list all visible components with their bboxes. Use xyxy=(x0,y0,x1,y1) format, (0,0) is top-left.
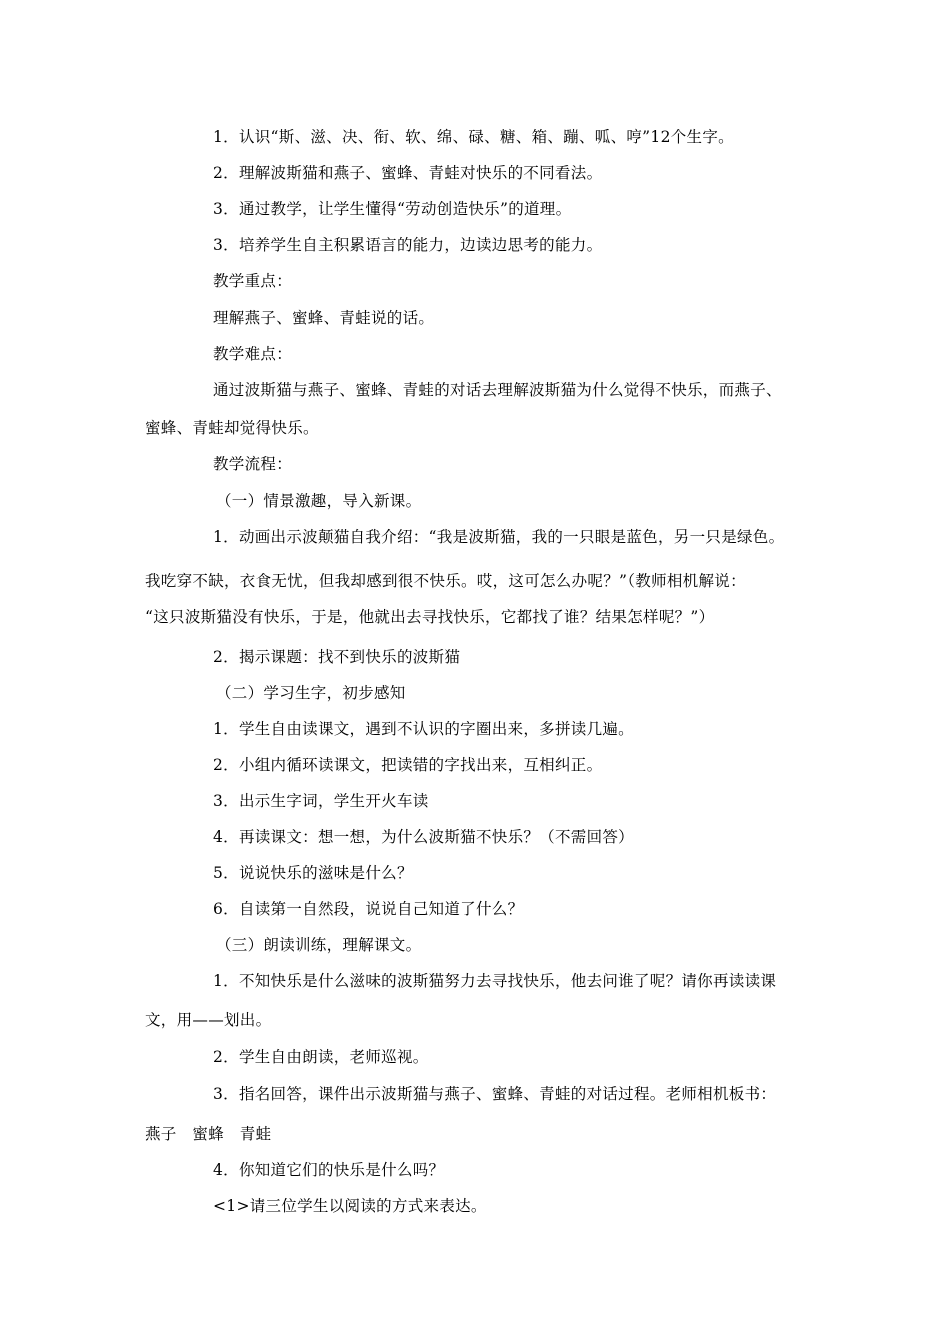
step-3-4-sub-1: <1>请三位学生以阅读的方式来表达。 xyxy=(213,1197,487,1215)
step-3-4: 4．你知道它们的快乐是什么吗？ xyxy=(213,1161,445,1179)
step-2-1: 1．学生自由读课文，遇到不认识的字圈出来，多拼读几遍。 xyxy=(213,720,634,738)
section-2-heading: （二）学习生字，初步感知 xyxy=(216,684,406,702)
step-2-3: 3．出示生字词，学生开火车读 xyxy=(213,792,429,810)
section-3-heading: （三）朗读训练，理解课文。 xyxy=(216,936,422,954)
step-1-1-line-1: 1．动画出示波颠猫自我介绍：“我是波斯猫，我的一只眼是蓝色，另一只是绿色。 xyxy=(213,528,785,546)
objective-1: 1．认识“斯、滋、决、衔、软、绵、碌、糖、箱、蹦、呱、哼”12个生字。 xyxy=(213,128,734,146)
step-1-2: 2．揭示课题：找不到快乐的波斯猫 xyxy=(213,648,461,666)
step-3-3: 3．指名回答，课件出示波斯猫与燕子、蜜蜂、青蛙的对话过程。老师相机板书： xyxy=(213,1085,777,1103)
difficulties-text-line-1: 通过波斯猫与燕子、蜜蜂、青蛙的对话去理解波斯猫为什么觉得不快乐，而燕子、 xyxy=(213,381,782,399)
process-heading: 教学流程： xyxy=(213,455,293,473)
key-points-heading: 教学重点： xyxy=(213,272,293,290)
objective-2: 2．理解波斯猫和燕子、蜜蜂、青蛙对快乐的不同看法。 xyxy=(213,164,603,182)
step-2-6: 6．自读第一自然段，说说自己知道了什么？ xyxy=(213,900,524,918)
step-1-1-line-3: “这只波斯猫没有快乐，于是，他就出去寻找快乐，它都找了谁？结果怎样呢？”） xyxy=(145,608,715,626)
objective-3: 3．通过教学，让学生懂得“劳动创造快乐”的道理。 xyxy=(213,200,572,218)
step-3-1-line-1: 1．不知快乐是什么滋味的波斯猫努力去寻找快乐，他去问谁了呢？请你再读读课 xyxy=(213,972,777,990)
blackboard-words: 燕子 蜜蜂 青蛙 xyxy=(145,1125,272,1143)
step-1-1-line-2: 我吃穿不缺，衣食无忧，但我却感到很不快乐。哎，这可怎么办呢？”（教师相机解说： xyxy=(145,572,746,590)
difficulties-text-line-2: 蜜蜂、青蛙却觉得快乐。 xyxy=(145,419,319,437)
step-3-2: 2．学生自由朗读，老师巡视。 xyxy=(213,1048,429,1066)
step-3-1-line-2: 文，用——划出。 xyxy=(145,1011,272,1029)
section-1-heading: （一）情景激趣，导入新课。 xyxy=(216,492,422,510)
objective-4: 3．培养学生自主积累语言的能力，边读边思考的能力。 xyxy=(213,236,603,254)
step-2-2: 2．小组内循环读课文，把读错的字找出来，互相纠正。 xyxy=(213,756,603,774)
difficulties-heading: 教学难点： xyxy=(213,345,293,363)
key-points-text: 理解燕子、蜜蜂、青蛙说的话。 xyxy=(213,309,435,327)
step-2-4: 4．再读课文：想一想，为什么波斯猫不快乐？（不需回答） xyxy=(213,828,634,846)
step-2-5: 5．说说快乐的滋味是什么？ xyxy=(213,864,413,882)
